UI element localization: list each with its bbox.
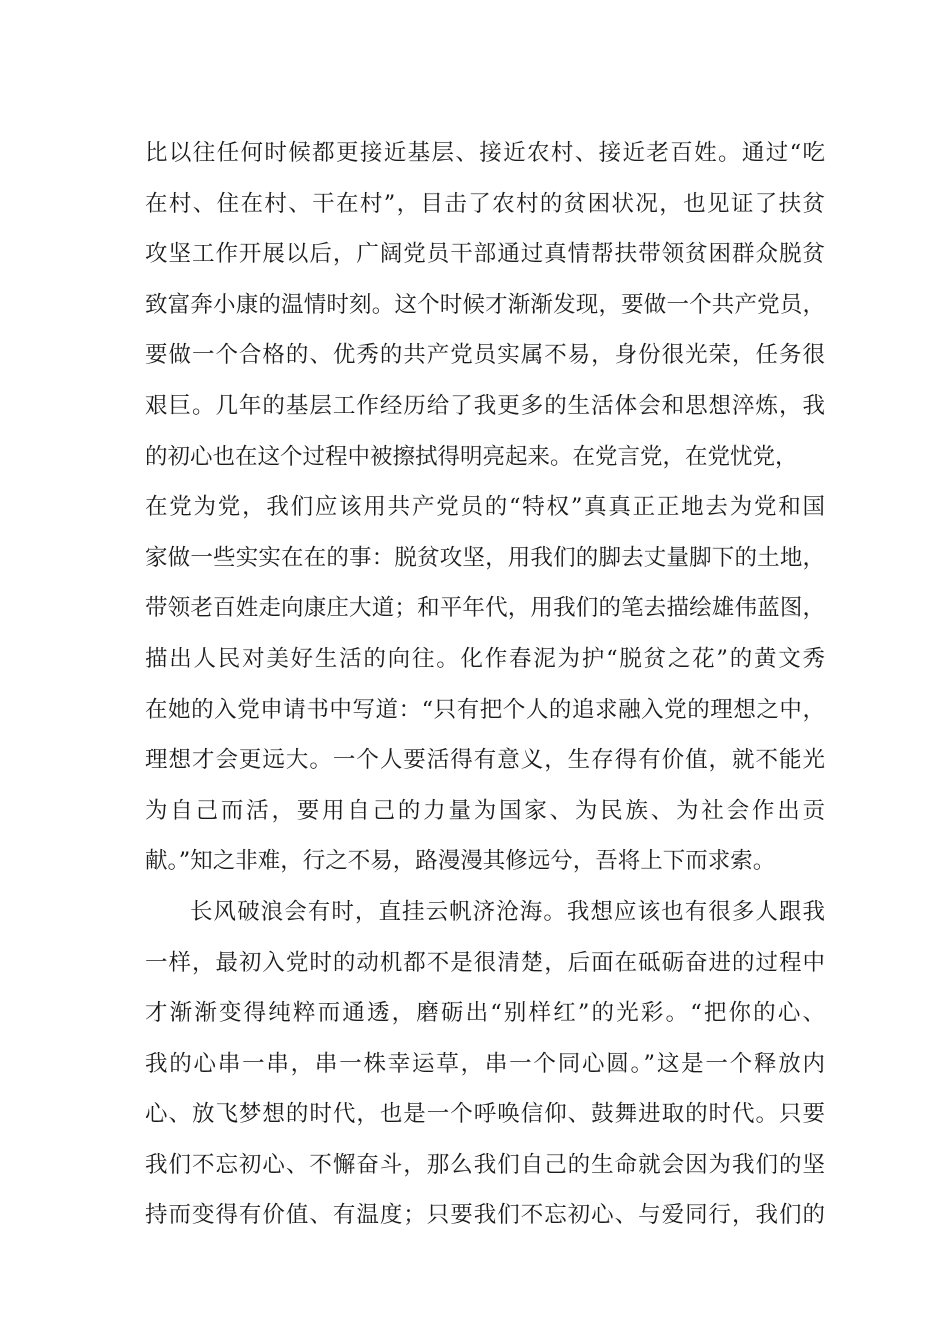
text-line: 家做一些实实在在的事：脱贫攻坚，用我们的脚去丈量脚下的土地，	[145, 544, 825, 571]
text-line: 持而变得有价值、有温度；只要我们不忘初心、与爱同行，我们的	[145, 1202, 825, 1229]
text-line: 的初心也在这个过程中被擦拭得明亮起来。在党言党，在党忧党，	[145, 443, 798, 470]
text-line: 在她的入党申请书中写道：“只有把个人的追求融入党的理想之中，	[145, 696, 825, 723]
text-line: 致富奔小康的温情时刻。这个时候才渐渐发现，要做一个共产党员，	[145, 291, 825, 318]
text-line: 献。”知之非难，行之不易，路漫漫其修远兮，吾将上下而求索。	[145, 848, 776, 875]
text-line: 一样，最初入党时的动机都不是很清楚，后面在砥砺奋进的过程中	[145, 949, 825, 976]
body-text	[145, 128, 825, 1241]
text-line: 艰巨。几年的基层工作经历给了我更多的生活体会和思想淬炼，我	[145, 392, 825, 419]
text-line: 长风破浪会有时，直挂云帆济沧海。我想应该也有很多人跟我	[190, 898, 825, 925]
text-line: 才渐渐变得纯粹而通透，磨砺出“别样红”的光彩。“把你的心、	[145, 1000, 825, 1027]
text-line: 在党为党，我们应该用共产党员的“特权”真真正正地去为党和国	[145, 494, 825, 521]
text-line: 我们不忘初心、不懈奋斗，那么我们自己的生命就会因为我们的坚	[145, 1151, 825, 1178]
text-line: 比以往任何时候都更接近基层、接近农村、接近老百姓。通过“吃	[145, 140, 825, 166]
text-line: 理想才会更远大。一个人要活得有意义，生存得有价值，就不能光	[145, 747, 825, 774]
text-line: 我的心串一串，串一株幸运草，串一个同心圆。”这是一个释放内	[145, 1050, 825, 1077]
text-line: 带领老百姓走向康庄大道；和平年代，用我们的笔去描绘雄伟蓝图，	[145, 595, 825, 622]
text-line: 在村、住在村、干在村”，目击了农村的贫困状况，也见证了扶贫	[145, 190, 825, 217]
text-line: 攻坚工作开展以后，广阔党员干部通过真情帮扶带领贫困群众脱贫	[145, 241, 825, 268]
text-line: 心、放飞梦想的时代，也是一个呼唤信仰、鼓舞进取的时代。只要	[145, 1101, 825, 1128]
text-line: 描出人民对美好生活的向往。化作春泥为护“脱贫之花”的黄文秀	[145, 645, 825, 672]
text-line: 要做一个合格的、优秀的共产党员实属不易，身份很光荣，任务很	[145, 342, 825, 369]
text-line: 为自己而活，要用自己的力量为国家、为民族、为社会作出贡	[145, 797, 825, 824]
